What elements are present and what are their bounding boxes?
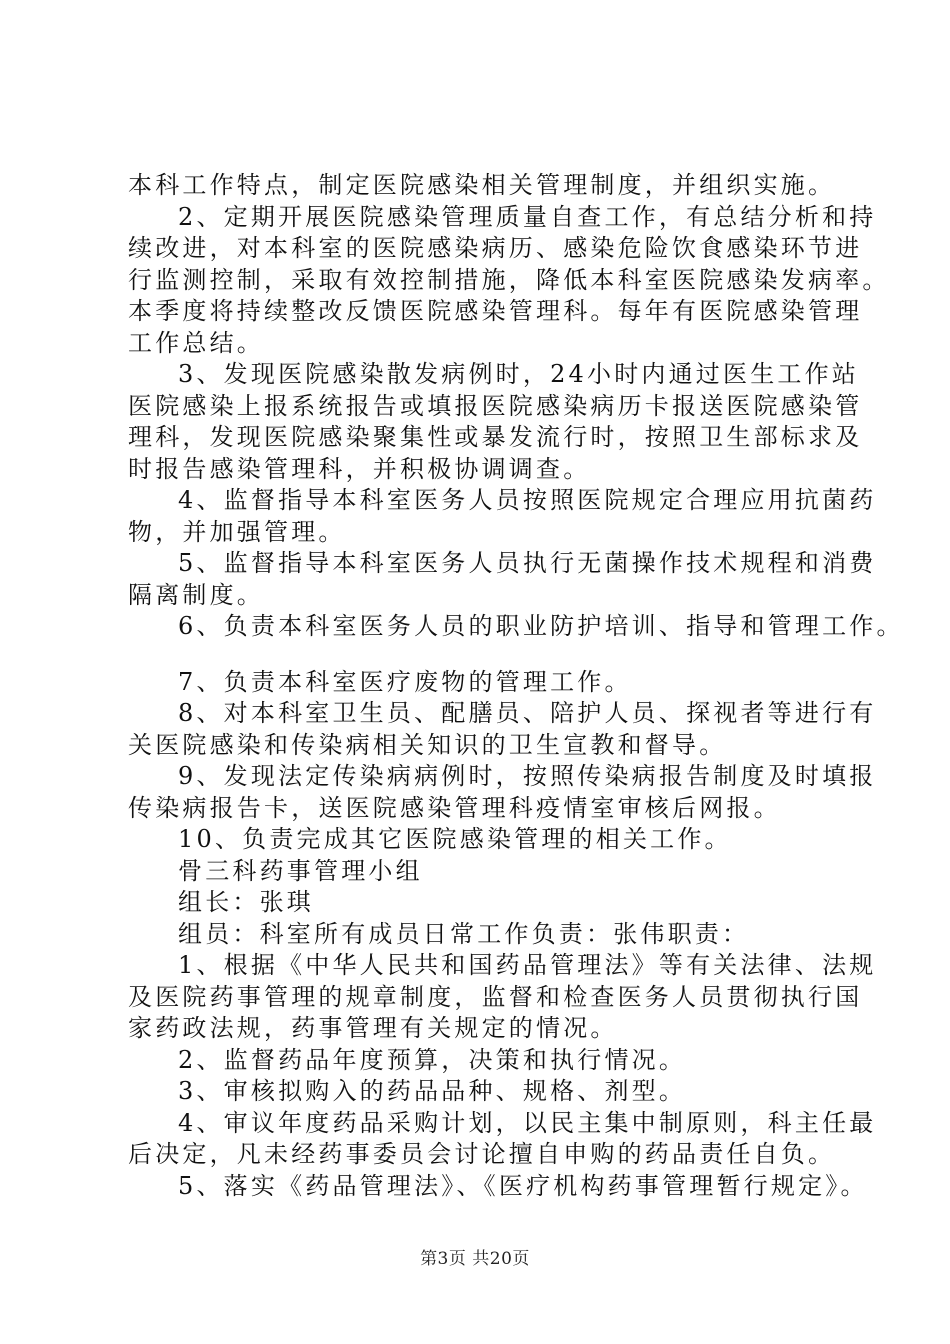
paragraph-line: 家药政法规，药事管理有关规定的情况。 [128, 1014, 618, 1042]
paragraph-line: 隔离制度。 [128, 580, 264, 609]
paragraph-line: 后决定，凡未经药事委员会讨论擅自申购的药品责任自负。 [128, 1140, 836, 1168]
page-number-label: 第3页 共20页 [420, 1249, 530, 1269]
paragraph-line: 行监测控制，采取有效控制措施，降低本科室医院感染发病率。 [128, 265, 890, 294]
paragraph-line: 8、对本科室卫生员、配膳员、陪护人员、探视者等进行有 [178, 699, 877, 727]
paragraph-line: 本季度将持续整改反馈医院感染管理科。每年有医院感染管理 [128, 297, 863, 325]
paragraph-line: 1、根据《中华人民共和国药品管理法》等有关法律、法规 [178, 951, 877, 979]
paragraph-line: 续改进，对本科室的医院感染病历、感染危险饮食感染环节进 [128, 234, 863, 262]
paragraph-line: 医院感染上报系统报告或填报医院感染病历卡报送医院感染管 [128, 391, 863, 420]
paragraph-line: 组长：张琪 [178, 888, 314, 916]
paragraph-line: 及医院药事管理的规章制度，监督和检查医务人员贯彻执行国 [128, 982, 863, 1011]
paragraph-line: 理科，发现医院感染聚集性或暴发流行时，按照卫生部标求及 [128, 423, 863, 451]
paragraph-line: 6、负责本科室医务人员的职业防护培训、指导和管理工作。 [178, 612, 904, 640]
paragraph-line: 5、落实《药品管理法》、《医疗机构药事管理暂行规定》。 [178, 1171, 868, 1200]
paragraph-line: 5、监督指导本科室医务人员执行无菌操作技术规程和消费 [178, 549, 877, 577]
paragraph-line: 3、发现医院感染散发病例时，24小时内通过医生工作站 [178, 360, 860, 388]
paragraph-line: 工作总结。 [128, 328, 264, 357]
paragraph-line: 4、监督指导本科室医务人员按照医院规定合理应用抗菌药 [178, 486, 877, 514]
paragraph-line: 关医院感染和传染病相关知识的卫生宣教和督导。 [128, 730, 727, 759]
paragraph-line: 9、发现法定传染病病例时，按照传染病报告制度及时填报 [178, 762, 877, 790]
paragraph-line: 10、负责完成其它医院感染管理的相关工作。 [178, 825, 732, 853]
paragraph-line: 3、审核拟购入的药品品种、规格、剂型。 [178, 1077, 687, 1105]
section-heading: 骨三科药事管理小组 [178, 856, 423, 885]
paragraph-line: 7、负责本科室医疗废物的管理工作。 [178, 667, 632, 696]
paragraph-line: 时报告感染管理科，并积极协调调查。 [128, 454, 591, 483]
document-body [128, 170, 904, 1202]
paragraph-line: 本科工作特点，制定医院感染相关管理制度，并组织实施。 [128, 171, 836, 199]
page-footer [0, 1244, 950, 1269]
paragraph-line: 传染病报告卡，送医院感染管理科疫情室审核后网报。 [128, 793, 781, 822]
paragraph-line: 4、审议年度药品采购计划，以民主集中制原则，科主任最 [178, 1108, 877, 1137]
paragraph-line: 组员：科室所有成员日常工作负责：张伟职责： [178, 919, 750, 948]
paragraph-gap [128, 643, 863, 667]
paragraph-line: 物，并加强管理。 [128, 517, 346, 546]
paragraph-line: 2、定期开展医院感染管理质量自查工作，有总结分析和持 [178, 202, 877, 231]
paragraph-line: 2、监督药品年度预算，决策和执行情况。 [178, 1045, 687, 1074]
